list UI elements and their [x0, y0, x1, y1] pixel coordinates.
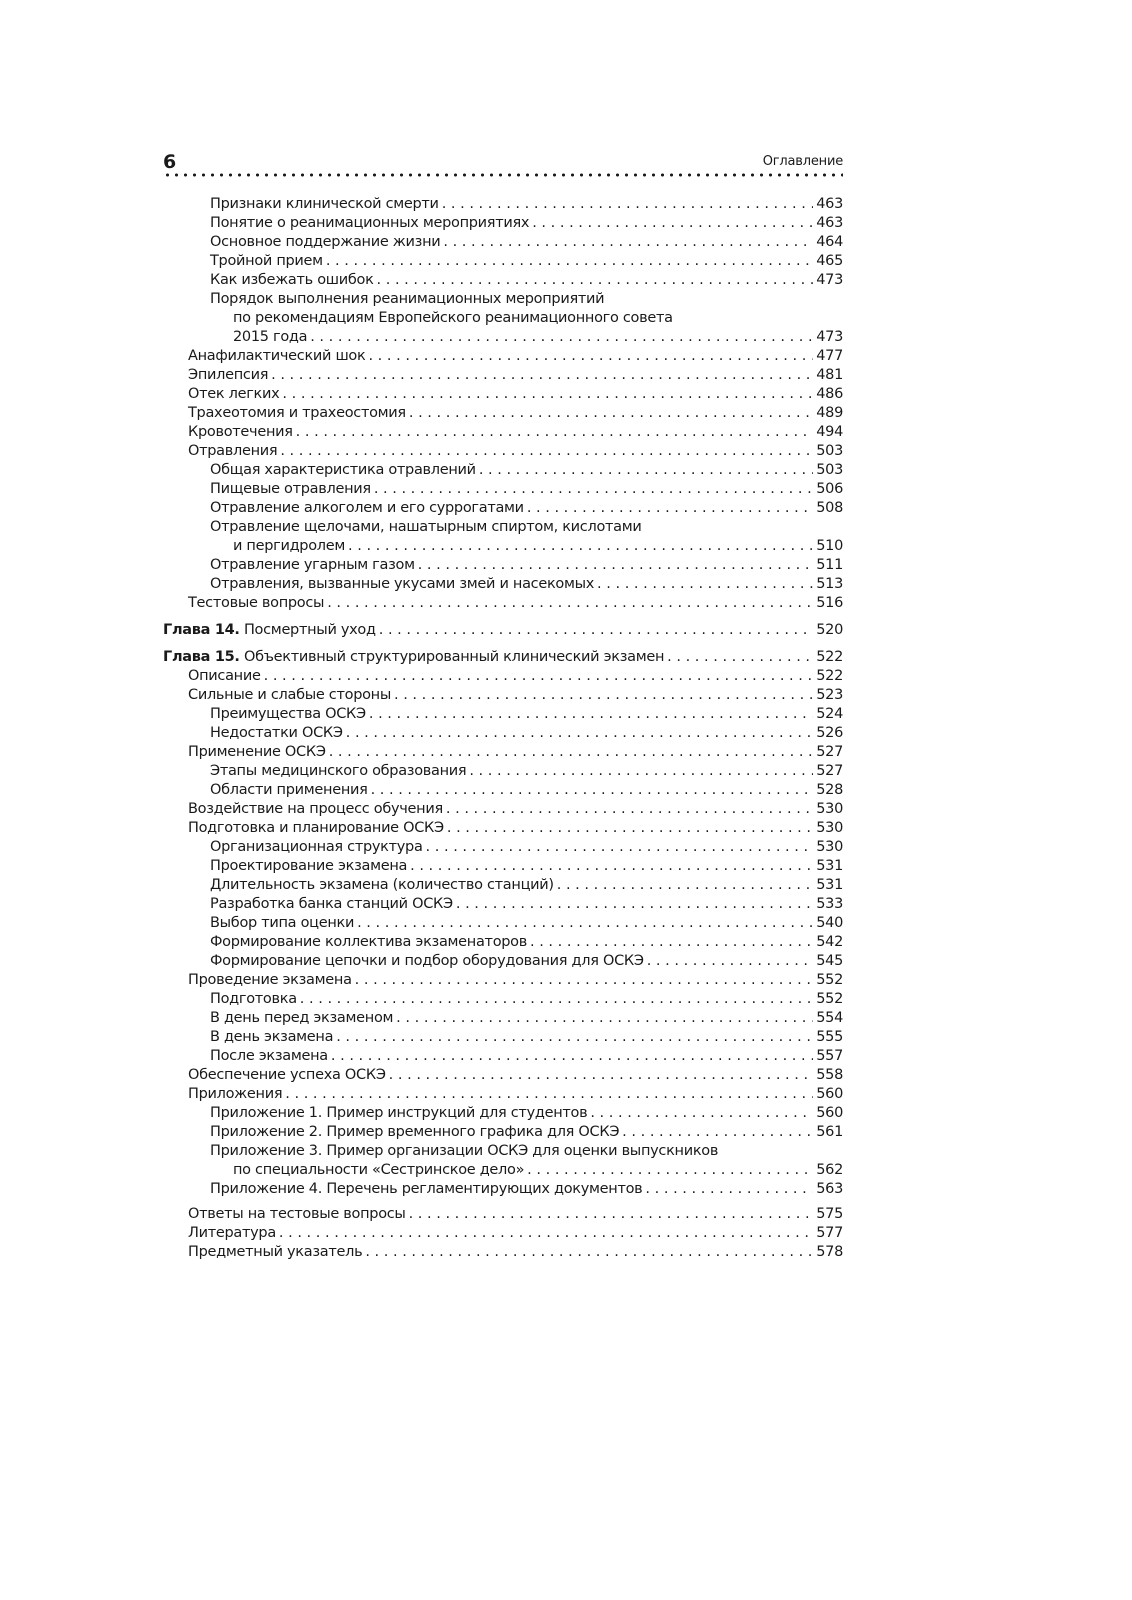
- toc-page-number: 473: [816, 329, 843, 345]
- toc-page-number: 563: [816, 1181, 843, 1197]
- toc-leader-dots: [527, 499, 813, 518]
- toc-entry: [163, 442, 843, 461]
- toc-entry-title: Этапы медицинского образования: [210, 763, 467, 779]
- toc-entry: [163, 933, 843, 952]
- toc-page-number: 533: [816, 896, 843, 912]
- toc-leader-dots: [355, 971, 814, 990]
- running-title: Оглавление: [762, 154, 843, 169]
- toc-leader-dots: [282, 385, 813, 404]
- toc-page-number: 481: [816, 367, 843, 383]
- toc-leader-dots: [532, 214, 813, 233]
- toc-entry: [163, 461, 843, 480]
- toc-leader-dots: [527, 1161, 813, 1180]
- toc-entry-title: Приложение 3. Пример организации ОСКЭ для оценки выпускников: [210, 1143, 719, 1159]
- toc-leader-dots: [622, 1123, 813, 1142]
- toc-entry-title: Приложение 2. Пример временного графика для ОСКЭ: [210, 1124, 620, 1140]
- toc-page-number: 494: [816, 424, 843, 440]
- toc-entry: [163, 575, 843, 594]
- toc-page-number: 486: [816, 386, 843, 402]
- toc-page-number: 516: [816, 595, 843, 611]
- toc-leader-dots: [327, 594, 813, 613]
- toc-entry-title: Тестовые вопросы: [188, 595, 325, 611]
- toc-page-number: 513: [816, 576, 843, 592]
- toc-entry: [163, 952, 843, 971]
- toc-entry: [163, 1104, 843, 1123]
- toc-entry-title: Отравления, вызванные укусами змей и насекомых: [210, 576, 595, 592]
- toc-page-number: 520: [816, 622, 843, 638]
- toc-entry-title: Проектирование экзамена: [210, 858, 408, 874]
- toc-page-number: 530: [816, 839, 843, 855]
- toc-entry-title: В день перед экзаменом: [210, 1010, 394, 1026]
- toc-page-number: 503: [816, 462, 843, 478]
- toc-entry-title: Выбор типа оценки: [210, 915, 355, 931]
- toc-entry-title: В день экзамена: [210, 1029, 334, 1045]
- toc-leader-dots: [279, 1224, 813, 1243]
- toc-entry: [163, 838, 843, 857]
- toc-entry-title: Подготовка и планирование ОСКЭ: [188, 820, 444, 836]
- toc-leader-dots: [296, 423, 814, 442]
- toc-page-number: 531: [816, 877, 843, 893]
- toc-entry: [163, 857, 843, 876]
- toc-entry: [163, 252, 843, 271]
- toc-entry-title: Подготовка: [210, 991, 297, 1007]
- toc-entry-title: Ответы на тестовые вопросы: [188, 1206, 406, 1222]
- toc-entry-title: Применение ОСКЭ: [188, 744, 326, 760]
- toc-page-number: 554: [816, 1010, 843, 1026]
- toc-entry: [163, 366, 843, 385]
- toc-entry-title: 2015 года: [233, 329, 308, 345]
- toc-entry: [163, 990, 843, 1009]
- table-of-contents: [163, 195, 843, 1262]
- toc-entry-title: и пергидролем: [233, 538, 346, 554]
- toc-entry-title: Организационная структура: [210, 839, 423, 855]
- toc-entry-title: Обеспечение успеха ОСКЭ: [188, 1067, 386, 1083]
- toc-chapter-entry: [163, 621, 843, 640]
- toc-entry-title: Отек легких: [188, 386, 280, 402]
- toc-page-number: 489: [816, 405, 843, 421]
- toc-page-number: 522: [816, 649, 843, 665]
- toc-entry: [163, 271, 843, 290]
- toc-leader-dots: [426, 838, 814, 857]
- toc-page-number: 527: [816, 744, 843, 760]
- toc-entry-title: Разработка банка станций ОСКЭ: [210, 896, 453, 912]
- toc-page-number: 464: [816, 234, 843, 250]
- toc-leader-dots: [377, 271, 814, 290]
- toc-page-number: 510: [816, 538, 843, 554]
- toc-leader-dots: [530, 933, 813, 952]
- toc-entry-title: Анафилактический шок: [188, 348, 366, 364]
- toc-entry-title: Отравления: [188, 443, 278, 459]
- toc-entry: [163, 705, 843, 724]
- toc-page-number: 477: [816, 348, 843, 364]
- toc-entry-title: Кровотечения: [188, 424, 293, 440]
- toc-leader-dots: [409, 404, 813, 423]
- toc-entry-title: Как избежать ошибок: [210, 272, 374, 288]
- toc-entry: [163, 1180, 843, 1199]
- toc-entry-title: Отравление щелочами, нашатырным спиртом, кислотами: [210, 519, 642, 535]
- toc-leader-dots: [357, 914, 813, 933]
- toc-chapter-label: Глава 14.: [163, 622, 240, 638]
- toc-entry: [163, 1028, 843, 1047]
- toc-entry-title: Предметный указатель: [188, 1244, 363, 1260]
- toc-entry-title: Приложение 4. Перечень регламентирующих документов: [210, 1181, 643, 1197]
- toc-leader-dots: [300, 990, 813, 1009]
- toc-entry: [163, 480, 843, 499]
- toc-entry: [163, 537, 843, 556]
- toc-entry: [163, 195, 843, 214]
- toc-entry: [163, 971, 843, 990]
- toc-entry: [163, 1085, 843, 1104]
- toc-leader-dots: [557, 876, 813, 895]
- toc-entry: [163, 1243, 843, 1262]
- toc-leader-dots: [329, 743, 814, 762]
- toc-leader-dots: [647, 952, 814, 971]
- toc-entry-title: Формирование цепочки и подбор оборудования для ОСКЭ: [210, 953, 644, 969]
- toc-leader-dots: [365, 1243, 813, 1262]
- toc-leader-dots: [442, 195, 814, 214]
- toc-leader-dots: [379, 621, 813, 640]
- toc-leader-dots: [346, 724, 813, 743]
- toc-leader-dots: [456, 895, 813, 914]
- toc-page-number: 531: [816, 858, 843, 874]
- toc-page-number: 578: [816, 1244, 843, 1260]
- toc-entry: [163, 290, 843, 309]
- toc-entry: [163, 762, 843, 781]
- toc-entry-title: Пищевые отравления: [210, 481, 371, 497]
- toc-page-number: 552: [816, 991, 843, 1007]
- toc-leader-dots: [446, 800, 813, 819]
- toc-page-number: 560: [816, 1105, 843, 1121]
- toc-leader-dots: [418, 556, 814, 575]
- toc-entry-title: Понятие о реанимационных мероприятиях: [210, 215, 530, 231]
- toc-entry: [163, 1066, 843, 1085]
- toc-entry-title: Приложения: [188, 1086, 283, 1102]
- page-header: [163, 152, 843, 178]
- toc-page-number: 523: [816, 687, 843, 703]
- toc-page-number: 463: [816, 196, 843, 212]
- toc-page-number: 562: [816, 1162, 843, 1178]
- toc-entry-title: Порядок выполнения реанимационных мероприятий: [210, 291, 605, 307]
- toc-page-number: 528: [816, 782, 843, 798]
- toc-entry: [163, 1161, 843, 1180]
- toc-page-number: 522: [816, 668, 843, 684]
- toc-entry: [163, 895, 843, 914]
- toc-leader-dots: [590, 1104, 813, 1123]
- toc-leader-dots: [280, 442, 813, 461]
- toc-page-number: 524: [816, 706, 843, 722]
- toc-page-number: 575: [816, 1206, 843, 1222]
- header-dotted-rule: [163, 173, 843, 177]
- toc-page-number: 503: [816, 443, 843, 459]
- toc-entry-title: Формирование коллектива экзаменаторов: [210, 934, 527, 950]
- toc-leader-dots: [597, 575, 813, 594]
- toc-leader-dots: [348, 537, 813, 556]
- toc-entry: [163, 233, 843, 252]
- toc-page-number: 465: [816, 253, 843, 269]
- toc-entry-title: Признаки клинической смерти: [210, 196, 439, 212]
- toc-page-number: 558: [816, 1067, 843, 1083]
- toc-page-number: 542: [816, 934, 843, 950]
- toc-leader-dots: [409, 1205, 814, 1224]
- toc-leader-dots: [667, 648, 813, 667]
- toc-leader-dots: [396, 1009, 813, 1028]
- toc-entry: [163, 686, 843, 705]
- toc-entry: [163, 781, 843, 800]
- toc-page-number: 545: [816, 953, 843, 969]
- toc-entry-title: Приложение 1. Пример инструкций для студентов: [210, 1105, 588, 1121]
- toc-entry-title: Общая характеристика отравлений: [210, 462, 476, 478]
- toc-entry-title: по специальности «Сестринское дело»: [233, 1162, 525, 1178]
- toc-entry: [163, 667, 843, 686]
- toc-entry: [163, 1047, 843, 1066]
- toc-leader-dots: [469, 762, 813, 781]
- toc-page-number: 511: [816, 557, 843, 573]
- toc-entry-title: Эпилепсия: [188, 367, 269, 383]
- toc-entry: [163, 800, 843, 819]
- toc-entry-title: Отравление угарным газом: [210, 557, 415, 573]
- toc-entry: [163, 914, 843, 933]
- toc-chapter-label: Глава 15.: [163, 649, 240, 665]
- toc-leader-dots: [285, 1085, 813, 1104]
- toc-entry: [163, 743, 843, 762]
- toc-entry: [163, 1123, 843, 1142]
- toc-leader-dots: [368, 347, 813, 366]
- toc-entry: [163, 385, 843, 404]
- toc-entry: [163, 1205, 843, 1224]
- toc-page-number: 473: [816, 272, 843, 288]
- toc-entry: [163, 876, 843, 895]
- toc-entry-title: Трахеотомия и трахеостомия: [188, 405, 406, 421]
- toc-entry: [163, 1009, 843, 1028]
- toc-page-number: 540: [816, 915, 843, 931]
- toc-page-number: 557: [816, 1048, 843, 1064]
- toc-entry: [163, 328, 843, 347]
- toc-page-number: 526: [816, 725, 843, 741]
- toc-leader-dots: [331, 1047, 813, 1066]
- toc-entry: [163, 819, 843, 838]
- toc-entry-title: Области применения: [210, 782, 368, 798]
- toc-entry: [163, 594, 843, 613]
- toc-leader-dots: [310, 328, 813, 347]
- toc-leader-dots: [371, 781, 814, 800]
- toc-entry: [163, 347, 843, 366]
- page-number: 6: [163, 151, 177, 173]
- toc-entry: [163, 518, 843, 537]
- toc-leader-dots: [374, 480, 813, 499]
- toc-page-number: 561: [816, 1124, 843, 1140]
- toc-page-number: 530: [816, 801, 843, 817]
- toc-entry-title: Литература: [188, 1225, 276, 1241]
- toc-entry: [163, 724, 843, 743]
- toc-leader-dots: [645, 1180, 813, 1199]
- toc-entry-title: После экзамена: [210, 1048, 328, 1064]
- toc-page-number: 508: [816, 500, 843, 516]
- toc-page-number: 527: [816, 763, 843, 779]
- toc-chapter-entry: [163, 648, 843, 667]
- toc-entry: [163, 309, 843, 328]
- toc-leader-dots: [479, 461, 813, 480]
- toc-entry: [163, 214, 843, 233]
- toc-leader-dots: [394, 686, 813, 705]
- toc-entry-title: Основное поддержание жизни: [210, 234, 441, 250]
- toc-entry-title: Проведение экзамена: [188, 972, 352, 988]
- toc-entry-title: Недостатки ОСКЭ: [210, 725, 343, 741]
- toc-entry: [163, 499, 843, 518]
- toc-entry: [163, 1224, 843, 1243]
- toc-entry-title: Описание: [188, 668, 261, 684]
- toc-entry-title: Преимущества ОСКЭ: [210, 706, 366, 722]
- toc-page-number: 552: [816, 972, 843, 988]
- toc-page-number: 506: [816, 481, 843, 497]
- toc-entry-title: Отравление алкоголем и его суррогатами: [210, 500, 524, 516]
- toc-leader-dots: [264, 667, 814, 686]
- toc-entry: [163, 556, 843, 575]
- toc-leader-dots: [389, 1066, 814, 1085]
- toc-leader-dots: [443, 233, 813, 252]
- toc-page-number: 577: [816, 1225, 843, 1241]
- toc-entry-title: Посмертный уход: [243, 622, 376, 638]
- toc-entry-title: Тройной прием: [210, 253, 323, 269]
- toc-entry-title: по рекомендациям Европейского реанимационного совета: [233, 310, 673, 326]
- toc-page-number: 560: [816, 1086, 843, 1102]
- toc-page-number: 463: [816, 215, 843, 231]
- toc-leader-dots: [369, 705, 813, 724]
- toc-entry-title: Воздействие на процесс обучения: [188, 801, 443, 817]
- toc-entry: [163, 1142, 843, 1161]
- toc-entry-title: Сильные и слабые стороны: [188, 687, 391, 703]
- toc-leader-dots: [326, 252, 813, 271]
- toc-leader-dots: [410, 857, 813, 876]
- toc-entry-title: Объективный структурированный клинический экзамен: [243, 649, 665, 665]
- toc-leader-dots: [271, 366, 813, 385]
- toc-entry: [163, 404, 843, 423]
- toc-page-number: 530: [816, 820, 843, 836]
- toc-leader-dots: [336, 1028, 813, 1047]
- toc-entry-title: Длительность экзамена (количество станций): [210, 877, 554, 893]
- toc-page-number: 555: [816, 1029, 843, 1045]
- toc-entry: [163, 423, 843, 442]
- toc-leader-dots: [447, 819, 813, 838]
